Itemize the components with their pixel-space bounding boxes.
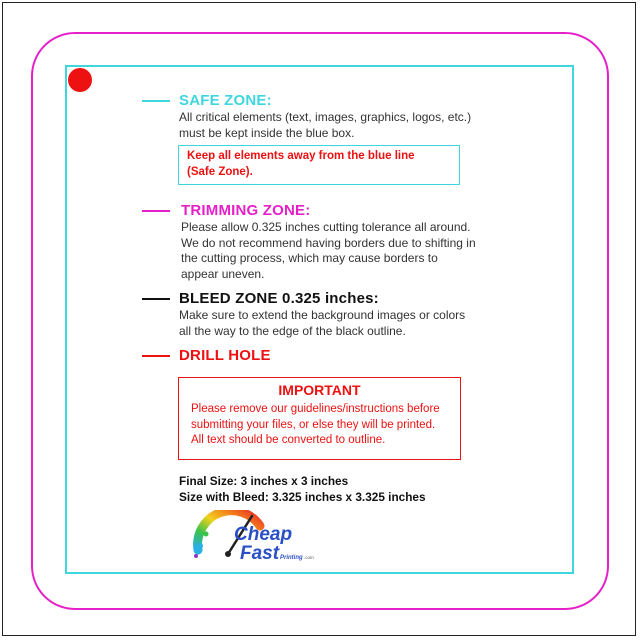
bleed-zone-description: Make sure to extend the background images or colors all the way to the edge of the black outline. (179, 308, 466, 338)
important-body: Please remove our guidelines/instructions before submitting your files, or else they will be printed. All text should be converted to outline. (191, 403, 440, 446)
logo-word-fast: Fast (240, 543, 280, 564)
logo-word-cheap: Cheap (234, 524, 293, 545)
important-notice-box (178, 377, 461, 460)
safe-zone-heading: SAFE ZONE: (179, 92, 272, 109)
drill-hole-marker (68, 68, 92, 92)
drill-hole-heading: DRILL HOLE (179, 347, 271, 364)
safe-zone-callout-box (178, 145, 460, 185)
trimming-zone-description: Please allow 0.325 inches cutting tolerance all around. We do not recommend having borders due to shifting in the cutting process, which may cause borders to appear uneven. (181, 220, 476, 281)
size-info: Final Size: 3 inches x 3 inches Size with Bleed: 3.325 inches x 3.325 inches (179, 474, 426, 504)
safe-zone-description: All critical elements (text, images, graphics, logos, etc.) must be kept inside the blue box. (179, 110, 472, 140)
logo (192, 510, 322, 570)
trimming-zone-heading: TRIMMING ZONE: (181, 202, 311, 219)
safe-zone-legend-line (142, 100, 170, 102)
important-title: IMPORTANT (278, 382, 361, 398)
safe-zone-callout-text: Keep all elements away from the blue line (Safe Zone). (187, 150, 415, 178)
trimming-zone-legend-line (142, 210, 170, 212)
bleed-zone-heading: BLEED ZONE 0.325 inches: (179, 290, 379, 307)
logo-suffix: .com (304, 555, 314, 560)
logo-word-printing: Printing (280, 555, 303, 561)
bleed-zone-legend-line (142, 298, 170, 300)
drill-hole-legend-line (142, 355, 170, 357)
